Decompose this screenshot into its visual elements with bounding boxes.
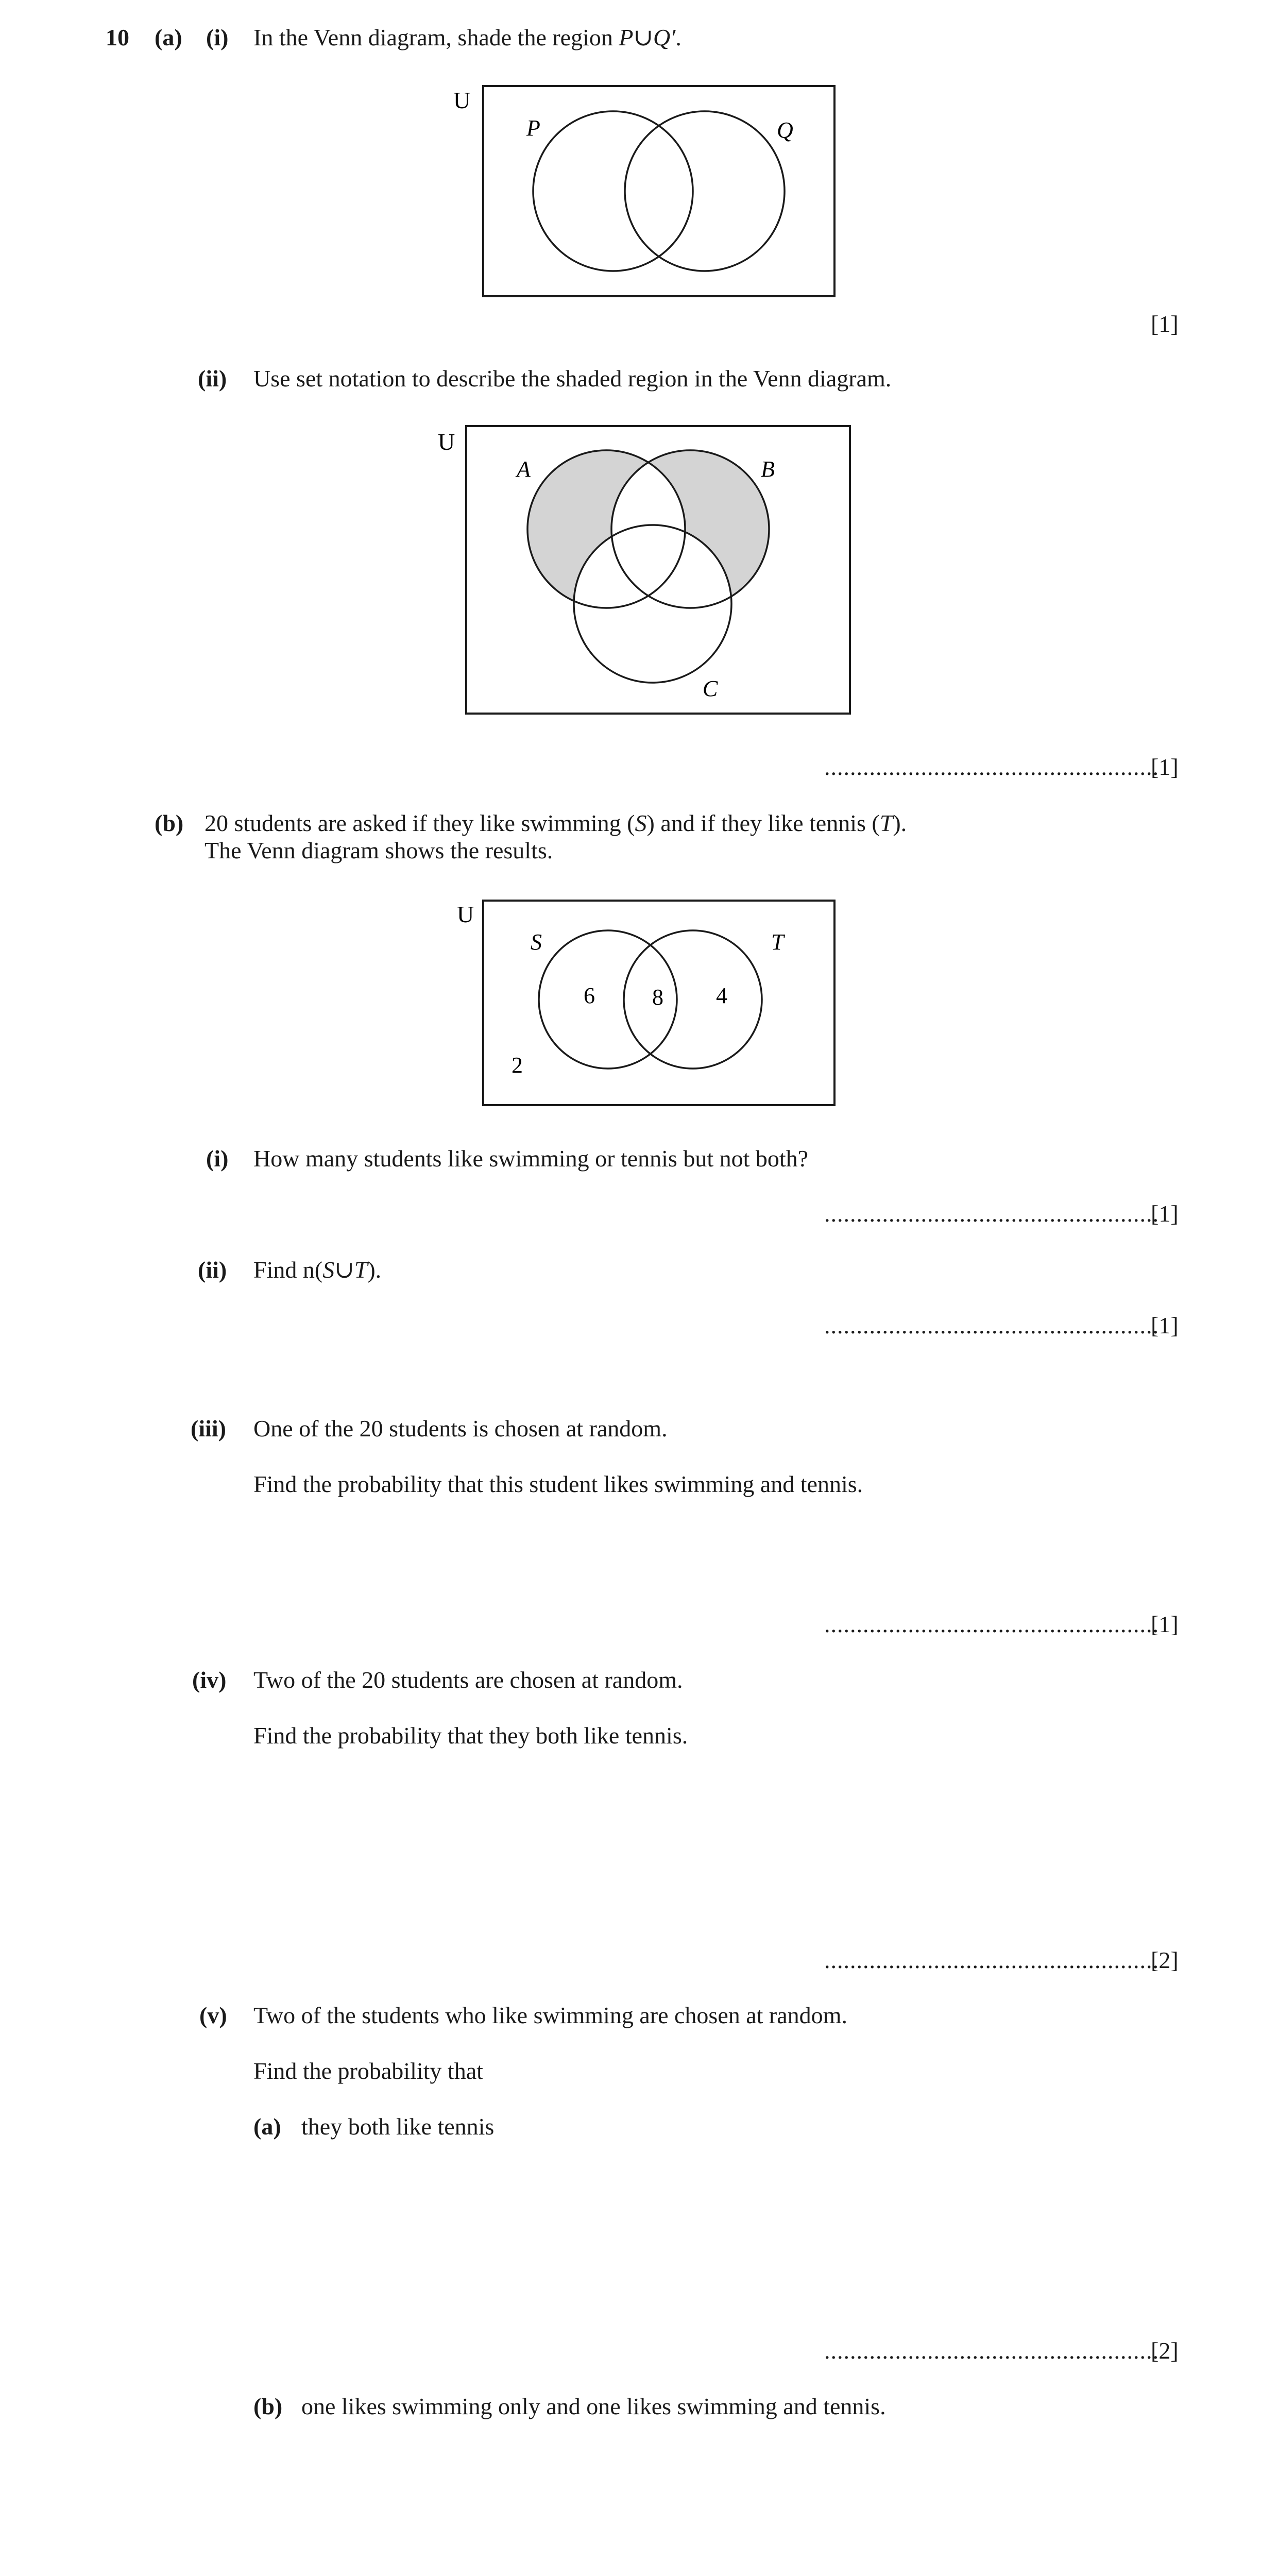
part-b-intro-line1	[205, 811, 907, 835]
part-b-ii-label: (ii)	[198, 1257, 227, 1283]
marks-a-ii: [1]	[1151, 754, 1179, 780]
answer-line-b-iv[interactable]: ....................................................	[824, 1947, 1159, 1973]
set-label-p: P	[526, 115, 540, 141]
set-label-t: T	[771, 929, 784, 955]
circle-t	[624, 930, 762, 1069]
set-label-q: Q	[777, 117, 793, 143]
set-label-a: A	[517, 456, 531, 482]
part-b-v-b-label: (b)	[253, 2393, 283, 2419]
answer-line-b-v-a[interactable]: ....................................................	[824, 2337, 1159, 2364]
find-text: Find n(	[253, 1257, 323, 1283]
question-number: 10	[106, 24, 129, 50]
set-label-c: C	[703, 676, 718, 701]
answer-line-b-ii[interactable]: ....................................................	[824, 1312, 1159, 1338]
part-b-v-a-label: (a)	[253, 2113, 281, 2140]
answer-line-b-i[interactable]: ....................................................	[824, 1200, 1159, 1227]
part-b-v-a-text: they both like tennis	[301, 2113, 495, 2140]
marks-b-i: [1]	[1151, 1200, 1179, 1227]
part-b-iv-line1: Two of the 20 students are chosen at random.	[253, 1667, 683, 1693]
universal-label-pq: U	[453, 87, 471, 113]
marks-b-iv: [2]	[1151, 1947, 1179, 1973]
part-b-iii-line1: One of the 20 students is chosen at random.	[253, 1415, 668, 1442]
marks-b-ii: [1]	[1151, 1312, 1179, 1338]
intro-text-1: 20 students are asked if they like swimming (	[205, 810, 635, 836]
venn-diagram-abc	[438, 420, 860, 714]
set-label-s: S	[531, 929, 542, 955]
marks-b-iii: [1]	[1151, 1611, 1179, 1637]
venn-diagram-pq[interactable]	[453, 80, 845, 301]
intro-text-2: ) and if they like tennis (	[646, 810, 880, 836]
answer-line-a-ii[interactable]: ....................................................	[824, 754, 1159, 780]
part-a-ii-label: (ii)	[198, 365, 227, 392]
universal-label-abc: U	[438, 429, 455, 455]
tennis-symbol: T	[879, 810, 893, 836]
part-a-ii-text: Use set notation to describe the shaded region in the Venn diagram.	[253, 365, 892, 392]
part-b-v-line2: Find the probability that	[253, 2058, 483, 2084]
find-suffix: ).	[367, 1257, 382, 1283]
part-a-i-question	[253, 26, 681, 49]
swimming-symbol: S	[635, 810, 647, 836]
part-b-v-line1: Two of the students who like swimming are chosen at random.	[253, 2002, 847, 2028]
part-b-iii-label: (iii)	[191, 1415, 226, 1442]
set-label-b: B	[761, 456, 775, 482]
part-a-i-text: In the Venn diagram, shade the region	[253, 24, 619, 50]
marks-a-i: [1]	[1151, 311, 1179, 337]
part-b-intro-line2: The Venn diagram shows the results.	[205, 837, 553, 863]
venn-diagram-st	[453, 894, 845, 1105]
universal-label-st: U	[457, 901, 474, 927]
part-a-i-label: (i)	[206, 24, 229, 50]
part-b-label: (b)	[155, 810, 184, 836]
part-b-iii-line2: Find the probability that this student likes swimming and tennis.	[253, 1471, 863, 1497]
part-b-i-text: How many students like swimming or tennis but not both?	[253, 1145, 809, 1172]
part-b-v-label: (v)	[199, 2002, 227, 2028]
part-b-iv-line2: Find the probability that they both like tennis.	[253, 1722, 688, 1749]
intro-text-3: ).	[893, 810, 907, 836]
count-neither: 2	[512, 1053, 523, 1078]
region-expression: P∪Q′	[619, 24, 676, 50]
count-s-only: 6	[584, 983, 595, 1008]
part-b-i-label: (i)	[206, 1145, 229, 1172]
part-a-i-suffix: .	[675, 24, 681, 50]
part-b-ii-question	[253, 1258, 381, 1282]
count-t-only: 4	[716, 983, 727, 1008]
union-expression: S∪T	[322, 1257, 368, 1283]
marks-b-v-a: [2]	[1151, 2337, 1179, 2364]
circle-p[interactable]	[533, 111, 693, 271]
count-both: 8	[652, 985, 663, 1010]
part-b-v-b-text: one likes swimming only and one likes swimming and tennis.	[301, 2393, 886, 2419]
circle-q[interactable]	[625, 111, 785, 271]
part-b-iv-label: (iv)	[192, 1667, 227, 1693]
part-a-label: (a)	[155, 24, 182, 50]
answer-line-b-iii[interactable]: ....................................................	[824, 1611, 1159, 1637]
